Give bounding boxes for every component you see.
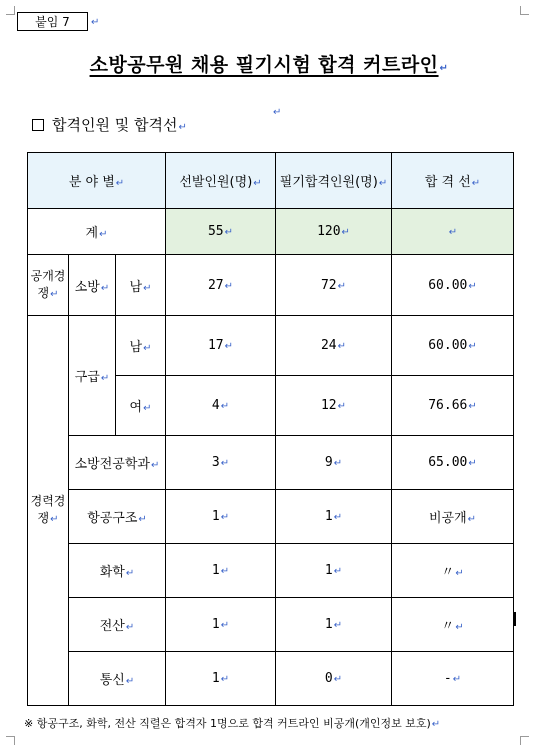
document-title-text: 소방공무원 채용 필기시험 합격 커트라인 bbox=[89, 54, 439, 76]
table-cell: 비공개↵ bbox=[392, 490, 514, 544]
page-margin-corner bbox=[520, 736, 529, 745]
field-cell: 소방↵ bbox=[69, 255, 116, 316]
table-cell: 1↵ bbox=[276, 490, 392, 544]
paragraph-mark: ↵ bbox=[91, 17, 100, 28]
table-cell: 〃↵ bbox=[392, 544, 514, 598]
table-cell: 1↵ bbox=[166, 544, 276, 598]
table-cell: 4↵ bbox=[166, 376, 276, 436]
table-cell: 0↵ bbox=[276, 652, 392, 706]
table-row bbox=[28, 255, 514, 316]
table-cell: ↵ bbox=[392, 209, 514, 255]
table-cell: 〃↵ bbox=[392, 598, 514, 652]
table-cell: 1↵ bbox=[166, 652, 276, 706]
gender-cell: 남↵ bbox=[116, 255, 166, 316]
cutoff-table bbox=[27, 152, 514, 706]
paragraph-mark: ↵ bbox=[178, 122, 187, 133]
total-label-cell: 계↵ bbox=[28, 209, 166, 255]
section-heading-text: 합격인원 및 합격선 bbox=[52, 116, 178, 134]
table-cell: 120↵ bbox=[276, 209, 392, 255]
table-cell: -↵ bbox=[392, 652, 514, 706]
footnote-text: ※ 항공구조, 화학, 전산 직렬은 합격자 1명으로 합격 커트라인 비공개(개인정보 보호) bbox=[24, 717, 431, 730]
table-cell: 60.00↵ bbox=[392, 255, 514, 316]
table-cell: 27↵ bbox=[166, 255, 276, 316]
group-cell-career: 경력경쟁↵ bbox=[28, 316, 69, 706]
table-cell: 65.00↵ bbox=[392, 436, 514, 490]
table-row bbox=[28, 316, 514, 376]
table-cell: 55↵ bbox=[166, 209, 276, 255]
table-cell: 76.66↵ bbox=[392, 376, 514, 436]
header-cell: 분 야 별↵ bbox=[28, 153, 166, 209]
table-header-row bbox=[28, 153, 514, 209]
table-cell: 1↵ bbox=[276, 544, 392, 598]
table-cell: 24↵ bbox=[276, 316, 392, 376]
header-cell: 필기합격인원(명)↵ bbox=[276, 153, 392, 209]
header-cell: 선발인원(명)↵ bbox=[166, 153, 276, 209]
field-cell: 통신↵ bbox=[69, 652, 166, 706]
header-cell: 합 격 선↵ bbox=[392, 153, 514, 209]
gender-cell: 남↵ bbox=[116, 316, 166, 376]
document-title bbox=[0, 50, 538, 77]
table-row bbox=[28, 544, 514, 598]
table-cell: 1↵ bbox=[166, 490, 276, 544]
table-cell: 3↵ bbox=[166, 436, 276, 490]
table-cell: 60.00↵ bbox=[392, 316, 514, 376]
table-cell: 17↵ bbox=[166, 316, 276, 376]
page-margin-corner bbox=[520, 6, 529, 15]
paragraph-mark: ↵ bbox=[273, 107, 282, 118]
paragraph-mark: ↵ bbox=[439, 63, 449, 74]
group-cell-open: 공개경쟁↵ bbox=[28, 255, 69, 316]
gender-cell: 여↵ bbox=[116, 376, 166, 436]
field-cell: 구급↵ bbox=[69, 316, 116, 436]
table-row bbox=[28, 598, 514, 652]
attachment-label: 붙임 7 bbox=[17, 12, 88, 31]
text-cursor bbox=[514, 612, 516, 626]
paragraph-mark: ↵ bbox=[431, 719, 441, 730]
section-heading bbox=[32, 114, 187, 135]
table-cell: 1↵ bbox=[276, 598, 392, 652]
table-cell: 1↵ bbox=[166, 598, 276, 652]
table-row bbox=[28, 490, 514, 544]
table-row bbox=[28, 436, 514, 490]
page-margin-corner bbox=[6, 6, 15, 15]
field-cell: 항공구조↵ bbox=[69, 490, 166, 544]
table-cell: 72↵ bbox=[276, 255, 392, 316]
field-cell: 소방전공학과↵ bbox=[69, 436, 166, 490]
total-row bbox=[28, 209, 514, 255]
field-cell: 전산↵ bbox=[69, 598, 166, 652]
field-cell: 화학↵ bbox=[69, 544, 166, 598]
page-margin-corner bbox=[6, 736, 15, 745]
table-row bbox=[28, 652, 514, 706]
table-cell: 12↵ bbox=[276, 376, 392, 436]
footnote bbox=[24, 715, 440, 731]
checkbox-square-icon bbox=[32, 119, 44, 131]
table-cell: 9↵ bbox=[276, 436, 392, 490]
